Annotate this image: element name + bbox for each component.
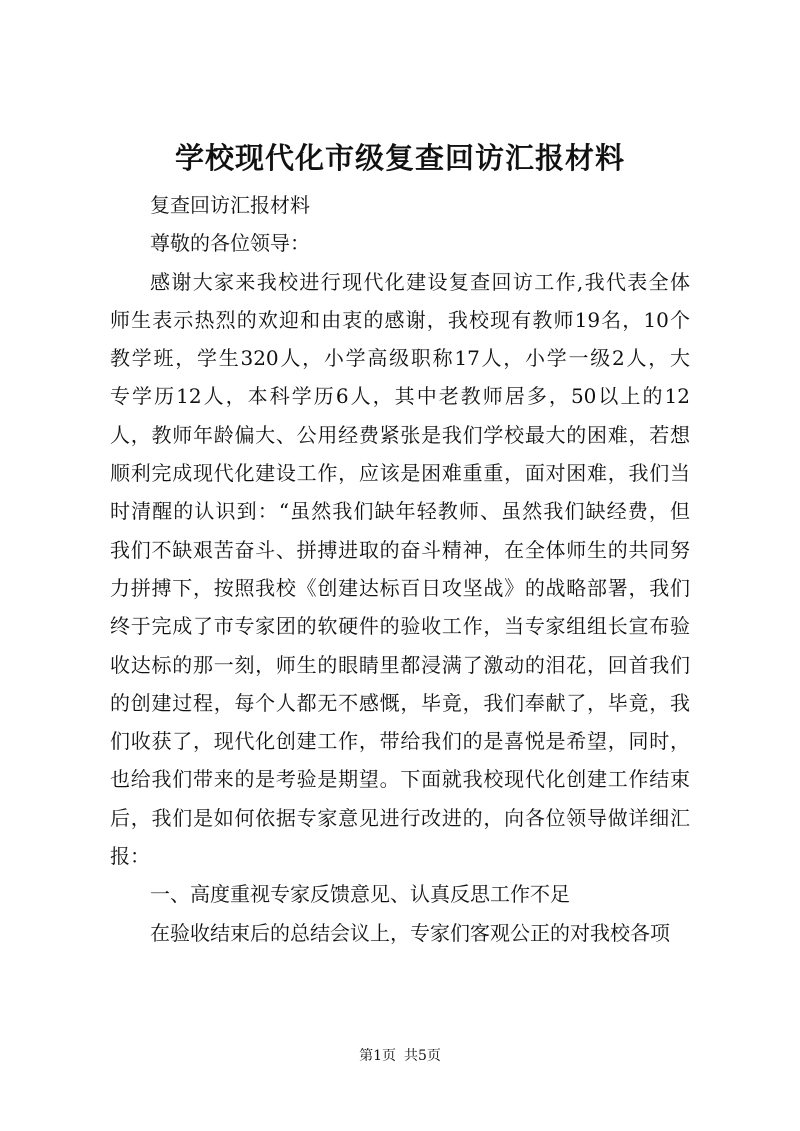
paragraph-line: 的创建过程，每个人都无不感慨，毕竟，我们奉献了，毕竟，我 [110, 690, 690, 715]
paragraph-line: 专学历12人，本科学历6人，其中老教师居多，50以上的12 [110, 384, 690, 409]
section-heading: 一、高度重视专家反馈意见、认真反思工作不足 [150, 882, 570, 907]
document-title: 学校现代化市级复查回访汇报材料 [174, 141, 625, 175]
paragraph-line: 后，我们是如何依据专家意见进行改进的，向各位领导做详细汇 [110, 805, 690, 830]
paragraph-line: 师生表示热烈的欢迎和由衷的感谢，我校现有教师19名，10个 [110, 307, 690, 332]
paragraph-line: 顺利完成现代化建设工作，应该是困难重重，面对困难，我们当 [110, 461, 690, 486]
paragraph-line: 们收获了，现代化创建工作，带给我们的是喜悦是希望，同时， [110, 729, 690, 754]
page-number: 第1页 [359, 1048, 396, 1064]
paragraph-line: 力拼搏下，按照我校《创建达标百日攻坚战》的战略部署，我们 [110, 575, 690, 600]
subtitle-line: 复查回访汇报材料 [150, 193, 310, 217]
paragraph-line: 在验收结束后的总结会议上，专家们客观公正的对我校各项 [150, 920, 670, 945]
paragraph-line: 报： [110, 844, 150, 869]
salutation-line: 尊敬的各位领导： [150, 231, 310, 256]
paragraph-line: 教学班，学生320人，小学高级职称17人，小学一级2人，大 [110, 346, 690, 371]
paragraph-line: 人，教师年龄偏大、公用经费紧张是我们学校最大的困难，若想 [110, 422, 690, 447]
paragraph-line: 终于完成了市专家团的软硬件的验收工作，当专家组组长宣布验 [110, 614, 690, 639]
paragraph-line: 感谢大家来我校进行现代化建设复查回访工作,我代表全体 [150, 269, 690, 294]
page-total: 共5页 [404, 1048, 441, 1064]
document-body [110, 186, 690, 952]
paragraph-line: 也给我们带来的是考验是期望。下面就我校现代化创建工作结束 [110, 767, 690, 792]
paragraph-line: 我们不缺艰苦奋斗、拼搏进取的奋斗精神，在全体师生的共同努 [110, 537, 690, 562]
paragraph-line: 时清醒的认识到：“虽然我们缺年轻教师、虽然我们缺经费，但 [110, 499, 690, 524]
paragraph-line: 收达标的那一刻，师生的眼睛里都浸满了激动的泪花，回首我们 [110, 652, 690, 677]
page-footer [0, 1046, 800, 1066]
